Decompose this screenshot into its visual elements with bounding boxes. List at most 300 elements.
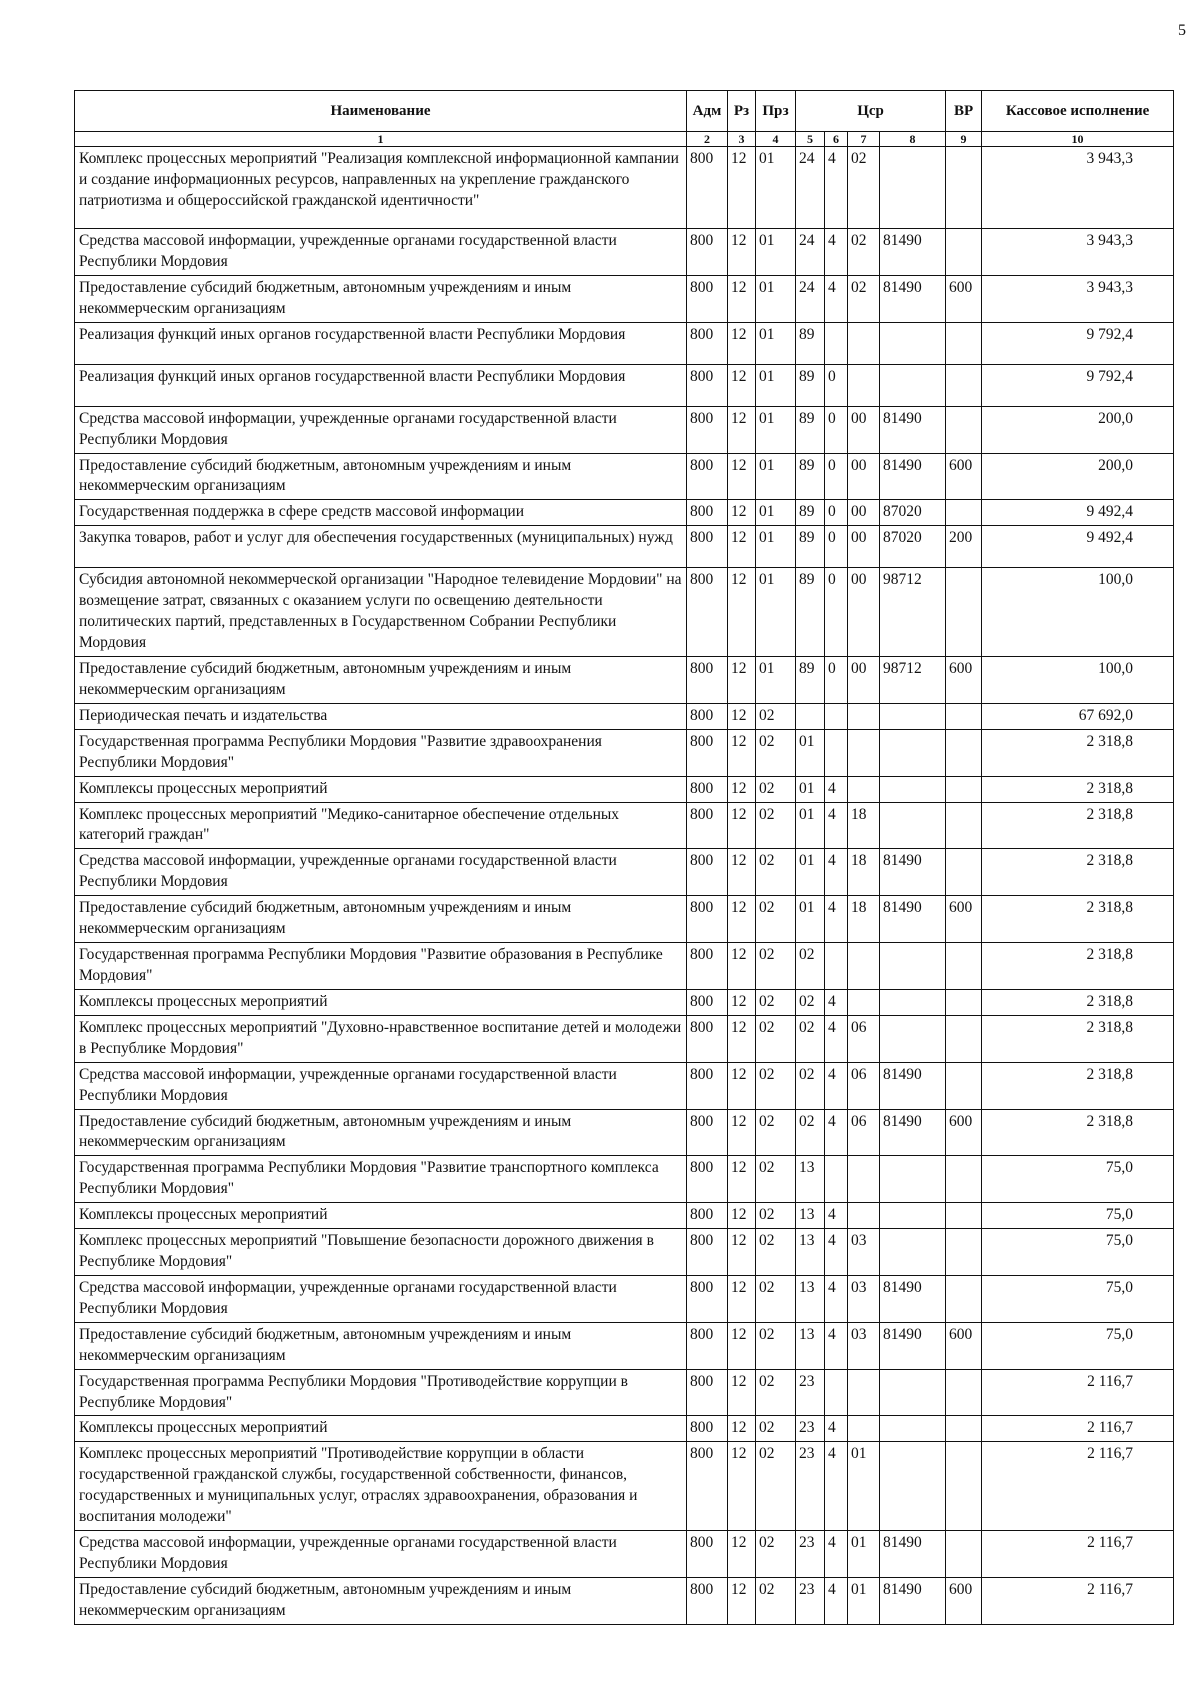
cell-vr [946,729,982,776]
cell-name: Средства массовой информации, учрежденные органами государственной власти Республики Мордовия [75,229,687,276]
cell-csr-part8: 81490 [880,1275,946,1322]
column-number: 4 [756,132,796,147]
table-row [75,703,1174,729]
cell-amount: 9 492,4 [982,526,1174,568]
cell-csr-part7: 18 [848,802,880,849]
cell-name: Комплексы процессных мероприятий [75,989,687,1015]
header-csr: Цср [796,91,946,132]
cell-csr-part5: 02 [796,1062,825,1109]
cell-prz: 02 [756,896,796,943]
cell-vr [946,1203,982,1229]
column-number: 10 [982,132,1174,147]
cell-csr-part8 [880,943,946,990]
cell-adm: 800 [687,1275,728,1322]
table-header [75,91,1174,147]
cell-adm: 800 [687,322,728,364]
cell-adm: 800 [687,1062,728,1109]
cell-csr-part8 [880,989,946,1015]
cell-rz: 12 [728,1062,756,1109]
cell-prz: 01 [756,526,796,568]
cell-name: Предоставление субсидий бюджетным, автономным учреждениям и иным некоммерческим организациям [75,1109,687,1156]
cell-name: Государственная программа Республики Мордовия "Развитие здравоохранения Республики Мордовия" [75,729,687,776]
cell-rz: 12 [728,849,756,896]
cell-amount: 100,0 [982,568,1174,657]
cell-amount: 3 943,3 [982,275,1174,322]
cell-amount: 9 492,4 [982,500,1174,526]
cell-prz: 02 [756,1062,796,1109]
table-row [75,453,1174,500]
cell-csr-part5: 24 [796,275,825,322]
cell-csr-part8: 81490 [880,1062,946,1109]
cell-prz: 02 [756,1275,796,1322]
cell-prz: 02 [756,1531,796,1578]
cell-csr-part6: 4 [825,1275,848,1322]
cell-name: Государственная программа Республики Мордовия "Развитие образования в Республике Мордовия" [75,943,687,990]
cell-csr-part5: 89 [796,500,825,526]
table-row [75,1531,1174,1578]
cell-csr-part8 [880,147,946,229]
cell-amount: 3 943,3 [982,147,1174,229]
table-row [75,1229,1174,1276]
cell-adm: 800 [687,776,728,802]
cell-csr-part6: 4 [825,275,848,322]
cell-csr-part7: 06 [848,1109,880,1156]
cell-csr-part6: 0 [825,406,848,453]
cell-adm: 800 [687,526,728,568]
cell-csr-part7: 00 [848,500,880,526]
cell-csr-part7 [848,322,880,364]
cell-amount: 2 318,8 [982,943,1174,990]
table-row [75,1275,1174,1322]
cell-csr-part8 [880,1369,946,1416]
cell-csr-part5: 01 [796,849,825,896]
cell-amount: 9 792,4 [982,364,1174,406]
cell-csr-part8: 81490 [880,1322,946,1369]
cell-prz: 02 [756,729,796,776]
cell-csr-part5: 02 [796,989,825,1015]
table-row [75,147,1174,229]
cell-adm: 800 [687,500,728,526]
column-number: 3 [728,132,756,147]
cell-prz: 02 [756,1416,796,1442]
cell-vr [946,1442,982,1531]
cell-csr-part8 [880,322,946,364]
cell-csr-part6: 4 [825,989,848,1015]
cell-csr-part7: 03 [848,1229,880,1276]
cell-rz: 12 [728,453,756,500]
cell-amount: 2 318,8 [982,1109,1174,1156]
cell-vr [946,147,982,229]
cell-name: Предоставление субсидий бюджетным, автономным учреждениям и иным некоммерческим организациям [75,896,687,943]
cell-name: Предоставление субсидий бюджетным, автономным учреждениям и иным некоммерческим организациям [75,656,687,703]
cell-name: Периодическая печать и издательства [75,703,687,729]
cell-vr: 600 [946,656,982,703]
cell-rz: 12 [728,1531,756,1578]
cell-csr-part6: 4 [825,1531,848,1578]
page-number: 5 [1178,22,1186,39]
header-row [75,91,1174,132]
cell-amount: 200,0 [982,406,1174,453]
cell-adm: 800 [687,989,728,1015]
cell-csr-part8: 81490 [880,1531,946,1578]
table-row [75,943,1174,990]
cell-rz: 12 [728,1229,756,1276]
cell-csr-part6: 4 [825,1577,848,1624]
cell-adm: 800 [687,568,728,657]
cell-name: Комплекс процессных мероприятий "Медико-санитарное обеспечение отдельных категорий граждан" [75,802,687,849]
cell-rz: 12 [728,364,756,406]
cell-csr-part6: 4 [825,1416,848,1442]
cell-prz: 02 [756,849,796,896]
cell-csr-part5: 13 [796,1203,825,1229]
cell-csr-part8: 81490 [880,1109,946,1156]
cell-name: Предоставление субсидий бюджетным, автономным учреждениям и иным некоммерческим организациям [75,1577,687,1624]
cell-prz: 01 [756,275,796,322]
cell-prz: 02 [756,1203,796,1229]
cell-prz: 02 [756,1156,796,1203]
cell-csr-part5: 13 [796,1229,825,1276]
cell-rz: 12 [728,656,756,703]
table-row [75,1062,1174,1109]
cell-prz: 02 [756,1322,796,1369]
cell-rz: 12 [728,943,756,990]
table-row [75,849,1174,896]
cell-rz: 12 [728,1015,756,1062]
table-body [75,147,1174,1625]
cell-csr-part5: 01 [796,896,825,943]
table-row [75,406,1174,453]
cell-rz: 12 [728,729,756,776]
cell-name: Комплекс процессных мероприятий "Противодействие коррупции в области государственной гражданской службы, государственной собственности, финансов, государственных и муниципальных услуг, отраслях здравоохранения, образования и воспитания молодежи" [75,1442,687,1531]
cell-csr-part8 [880,703,946,729]
cell-adm: 800 [687,729,728,776]
cell-csr-part6: 4 [825,1229,848,1276]
cell-csr-part5: 02 [796,1015,825,1062]
table-row [75,1203,1174,1229]
cell-csr-part5: 89 [796,526,825,568]
cell-csr-part8: 98712 [880,656,946,703]
cell-prz: 02 [756,943,796,990]
cell-csr-part5: 89 [796,322,825,364]
cell-csr-part5: 23 [796,1416,825,1442]
cell-name: Средства массовой информации, учрежденные органами государственной власти Республики Мордовия [75,1062,687,1109]
cell-csr-part5: 01 [796,802,825,849]
cell-csr-part6 [825,943,848,990]
cell-csr-part7 [848,776,880,802]
cell-prz: 02 [756,1015,796,1062]
cell-prz: 02 [756,1577,796,1624]
cell-csr-part8: 81490 [880,275,946,322]
cell-adm: 800 [687,1109,728,1156]
cell-csr-part6: 4 [825,802,848,849]
cell-csr-part5: 23 [796,1369,825,1416]
table-row [75,1322,1174,1369]
cell-rz: 12 [728,1275,756,1322]
cell-vr [946,406,982,453]
cell-vr [946,802,982,849]
header-adm: Адм [687,91,728,132]
cell-csr-part6: 4 [825,229,848,276]
table-row [75,1156,1174,1203]
cell-name: Комплекс процессных мероприятий "Духовно-нравственное воспитание детей и молодежи в Республике Мордовия" [75,1015,687,1062]
cell-prz: 01 [756,406,796,453]
cell-csr-part8: 98712 [880,568,946,657]
cell-vr: 600 [946,275,982,322]
cell-csr-part5: 89 [796,568,825,657]
cell-adm: 800 [687,1442,728,1531]
cell-csr-part7: 06 [848,1015,880,1062]
cell-prz: 02 [756,1229,796,1276]
cell-adm: 800 [687,364,728,406]
cell-adm: 800 [687,943,728,990]
cell-vr [946,1015,982,1062]
cell-name: Комплекс процессных мероприятий "Повышение безопасности дорожного движения в Республике Мордовия" [75,1229,687,1276]
cell-csr-part8 [880,1442,946,1531]
cell-prz: 01 [756,568,796,657]
table-row [75,526,1174,568]
cell-vr: 600 [946,896,982,943]
cell-csr-part7: 01 [848,1442,880,1531]
cell-rz: 12 [728,406,756,453]
cell-vr [946,943,982,990]
cell-amount: 75,0 [982,1275,1174,1322]
cell-csr-part7: 00 [848,568,880,657]
table-row [75,500,1174,526]
cell-amount: 2 318,8 [982,849,1174,896]
cell-csr-part6 [825,729,848,776]
cell-csr-part8: 81490 [880,849,946,896]
cell-csr-part7: 00 [848,406,880,453]
cell-amount: 75,0 [982,1203,1174,1229]
table-row [75,656,1174,703]
cell-prz: 02 [756,1369,796,1416]
cell-adm: 800 [687,656,728,703]
cell-rz: 12 [728,1109,756,1156]
cell-rz: 12 [728,526,756,568]
cell-adm: 800 [687,1156,728,1203]
table-row [75,1416,1174,1442]
cell-csr-part6: 0 [825,364,848,406]
cell-csr-part8 [880,364,946,406]
column-number: 7 [848,132,880,147]
cell-csr-part7: 00 [848,656,880,703]
cell-csr-part7: 02 [848,229,880,276]
cell-adm: 800 [687,1416,728,1442]
cell-csr-part8 [880,802,946,849]
cell-prz: 02 [756,989,796,1015]
cell-prz: 02 [756,776,796,802]
cell-adm: 800 [687,896,728,943]
cell-csr-part6: 0 [825,453,848,500]
cell-csr-part6: 4 [825,776,848,802]
cell-csr-part7: 02 [848,275,880,322]
cell-csr-part7 [848,943,880,990]
table-row [75,1369,1174,1416]
cell-rz: 12 [728,1203,756,1229]
cell-csr-part5: 02 [796,943,825,990]
table-row [75,896,1174,943]
cell-csr-part6 [825,1369,848,1416]
table-row [75,229,1174,276]
cell-vr [946,1369,982,1416]
cell-csr-part7: 02 [848,147,880,229]
cell-amount: 9 792,4 [982,322,1174,364]
cell-rz: 12 [728,703,756,729]
table-row [75,364,1174,406]
header-name: Наименование [75,91,687,132]
cell-name: Средства массовой информации, учрежденные органами государственной власти Республики Мордовия [75,406,687,453]
cell-prz: 01 [756,656,796,703]
cell-csr-part6: 4 [825,896,848,943]
column-number-row [75,132,1174,147]
cell-amount: 2 318,8 [982,1015,1174,1062]
cell-csr-part6 [825,1156,848,1203]
cell-amount: 2 116,7 [982,1369,1174,1416]
cell-csr-part6: 4 [825,849,848,896]
table-row [75,275,1174,322]
cell-name: Комплексы процессных мероприятий [75,776,687,802]
cell-rz: 12 [728,147,756,229]
cell-csr-part7 [848,989,880,1015]
cell-adm: 800 [687,849,728,896]
header-vr: ВР [946,91,982,132]
cell-adm: 800 [687,453,728,500]
cell-csr-part6: 4 [825,1015,848,1062]
cell-vr [946,989,982,1015]
cell-name: Средства массовой информации, учрежденные органами государственной власти Республики Мордовия [75,1275,687,1322]
cell-vr [946,229,982,276]
cell-csr-part8 [880,1229,946,1276]
cell-name: Государственная программа Республики Мордовия "Противодействие коррупции в Республике Мордовия" [75,1369,687,1416]
cell-name: Предоставление субсидий бюджетным, автономным учреждениям и иным некоммерческим организациям [75,275,687,322]
cell-csr-part8: 81490 [880,406,946,453]
cell-vr [946,500,982,526]
cell-amount: 100,0 [982,656,1174,703]
cell-rz: 12 [728,1156,756,1203]
cell-csr-part5: 89 [796,453,825,500]
cell-csr-part8 [880,1156,946,1203]
cell-rz: 12 [728,500,756,526]
cell-vr [946,364,982,406]
cell-csr-part8 [880,729,946,776]
cell-name: Предоставление субсидий бюджетным, автономным учреждениям и иным некоммерческим организациям [75,1322,687,1369]
table-row [75,1577,1174,1624]
table-row [75,729,1174,776]
cell-csr-part7: 03 [848,1322,880,1369]
cell-prz: 02 [756,703,796,729]
cell-csr-part5: 23 [796,1577,825,1624]
cell-csr-part7: 01 [848,1577,880,1624]
cell-rz: 12 [728,322,756,364]
cell-prz: 01 [756,229,796,276]
cell-csr-part7: 18 [848,896,880,943]
cell-csr-part5: 13 [796,1156,825,1203]
cell-csr-part8: 81490 [880,229,946,276]
table-row [75,322,1174,364]
table-row [75,568,1174,657]
cell-csr-part8: 87020 [880,500,946,526]
table-row [75,776,1174,802]
cell-name: Комплексы процессных мероприятий [75,1203,687,1229]
cell-csr-part6: 4 [825,147,848,229]
cell-csr-part7 [848,1416,880,1442]
cell-vr [946,1156,982,1203]
cell-amount: 200,0 [982,453,1174,500]
cell-vr [946,322,982,364]
cell-amount: 2 318,8 [982,802,1174,849]
cell-csr-part5: 24 [796,147,825,229]
cell-csr-part7: 06 [848,1062,880,1109]
cell-vr [946,1229,982,1276]
cell-csr-part6: 0 [825,656,848,703]
cell-amount: 2 318,8 [982,776,1174,802]
cell-prz: 01 [756,453,796,500]
cell-adm: 800 [687,147,728,229]
cell-csr-part5: 23 [796,1531,825,1578]
cell-adm: 800 [687,275,728,322]
cell-adm: 800 [687,802,728,849]
cell-rz: 12 [728,1322,756,1369]
cell-prz: 02 [756,1109,796,1156]
cell-name: Реализация функций иных органов государственной власти Республики Мордовия [75,322,687,364]
cell-amount: 2 318,8 [982,896,1174,943]
cell-adm: 800 [687,1369,728,1416]
cell-prz: 01 [756,500,796,526]
cell-csr-part6: 4 [825,1442,848,1531]
cell-name: Предоставление субсидий бюджетным, автономным учреждениям и иным некоммерческим организациям [75,453,687,500]
cell-vr [946,1275,982,1322]
cell-csr-part8: 81490 [880,1577,946,1624]
cell-prz: 02 [756,802,796,849]
cell-csr-part7 [848,729,880,776]
cell-csr-part6: 0 [825,568,848,657]
budget-execution-table [74,90,1174,1625]
cell-adm: 800 [687,1229,728,1276]
cell-csr-part6: 4 [825,1203,848,1229]
cell-name: Государственная поддержка в сфере средств массовой информации [75,500,687,526]
cell-csr-part7: 18 [848,849,880,896]
cell-amount: 75,0 [982,1156,1174,1203]
cell-amount: 67 692,0 [982,703,1174,729]
cell-csr-part6: 4 [825,1109,848,1156]
cell-adm: 800 [687,1203,728,1229]
cell-vr [946,1062,982,1109]
cell-amount: 3 943,3 [982,229,1174,276]
cell-vr: 600 [946,1322,982,1369]
cell-amount: 2 318,8 [982,1062,1174,1109]
cell-csr-part7 [848,1203,880,1229]
cell-rz: 12 [728,568,756,657]
cell-vr [946,568,982,657]
table-row [75,1109,1174,1156]
cell-name: Субсидия автономной некоммерческой организации "Народное телевидение Мордовии" на возмещение затрат, связанных с оказанием услуги по освещению деятельности политических партий, представленных в Государственном Собрании Республики Мордовия [75,568,687,657]
header-prz: Прз [756,91,796,132]
cell-vr [946,776,982,802]
table-row [75,802,1174,849]
cell-adm: 800 [687,703,728,729]
cell-name: Средства массовой информации, учрежденные органами государственной власти Республики Мордовия [75,1531,687,1578]
cell-name: Закупка товаров, работ и услуг для обеспечения государственных (муниципальных) нужд [75,526,687,568]
cell-vr [946,1531,982,1578]
cell-amount: 2 116,7 [982,1442,1174,1531]
cell-csr-part5: 89 [796,364,825,406]
cell-adm: 800 [687,1577,728,1624]
cell-csr-part7 [848,1369,880,1416]
cell-csr-part7: 03 [848,1275,880,1322]
cell-csr-part5 [796,703,825,729]
cell-csr-part6 [825,322,848,364]
table-row [75,1442,1174,1531]
